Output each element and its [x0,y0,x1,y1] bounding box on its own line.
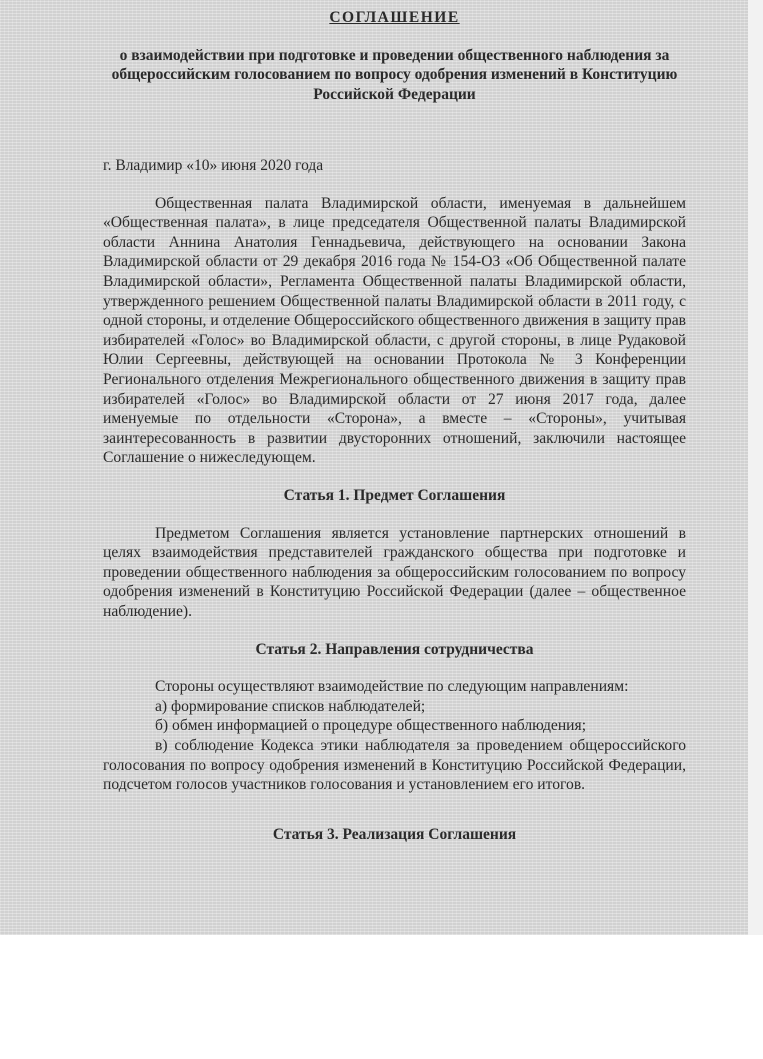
preamble-paragraph: Общественная палата Владимирской области, именуемая в дальнейшем «Общественная палата», в лице председателя Общественной палаты Владимирской области Аннина Анатолия Геннадьевича, действующего на основании Закона Владимирской области от 29 декабря 2016 года № 154-ОЗ «Об Общественной палате Владимирской области», Регламента Общественной палаты Владимирской области, утвержденного решением Общественной палаты Владимирской области в 2011 году, с одной стороны, и отделение Общероссийского общественного движения в защиту прав избирателей «Голос» во Владимирской области, с другой стороны, в лице Рудаковой Юлии Сергеевны, действующей на основании Протокола № 3 Конференции Регионального отделения Межрегионального общественного движения в защиту прав избирателей «Голос» во Владимирской области от 27 июня 2017 года, далее именуемые по отдельности «Сторона», а вместе – «Стороны», учитывая заинтересованность в развитии двусторонних отношений, заключили настоящее Соглашение о нижеследующем. [103,194,686,467]
document-subtitle: о взаимодействии при подготовке и проведении общественного наблюдения за общероссийским голосованием по вопросу одобрения изменений в Конституцию Российской Федерации [111,46,678,103]
article-1-heading: Статья 1. Предмет Соглашения [283,487,506,504]
city-and-date: г. Владимир «10» июня 2020 года [103,157,324,175]
list-item: б) обмен информацией о процедуре общественного наблюдения; [155,717,587,735]
article-2-heading: Статья 2. Направления сотрудничества [255,640,534,658]
list-item: в) соблюдение Кодекса этики наблюдателя за проведением общероссийского голосования по вопросу одобрения изменений в Конституцию Российской Федерации, подсчетом голосов участников голосования и установлением его итогов. [103,736,686,794]
article-2-text: Стороны осуществляют взаимодействие по следующим направлениям: [155,678,629,696]
article-1-text: Предметом Соглашения является установление партнерских отношений в целях взаимодействия представителей гражданского общества при подготовке и проведении общественного наблюдения за общероссийским голосованием по вопросу одобрения изменений в Конституцию Российской Федерации (далее – общественное наблюдение). [103,524,686,620]
document-body [103,0,686,844]
document-title: СОГЛАШЕНИЕ [329,9,460,26]
article-3-heading: Статья 3. Реализация Соглашения [272,825,517,843]
list-item: а) формирование списков наблюдателей; [155,697,426,715]
scan-edge [748,0,763,935]
